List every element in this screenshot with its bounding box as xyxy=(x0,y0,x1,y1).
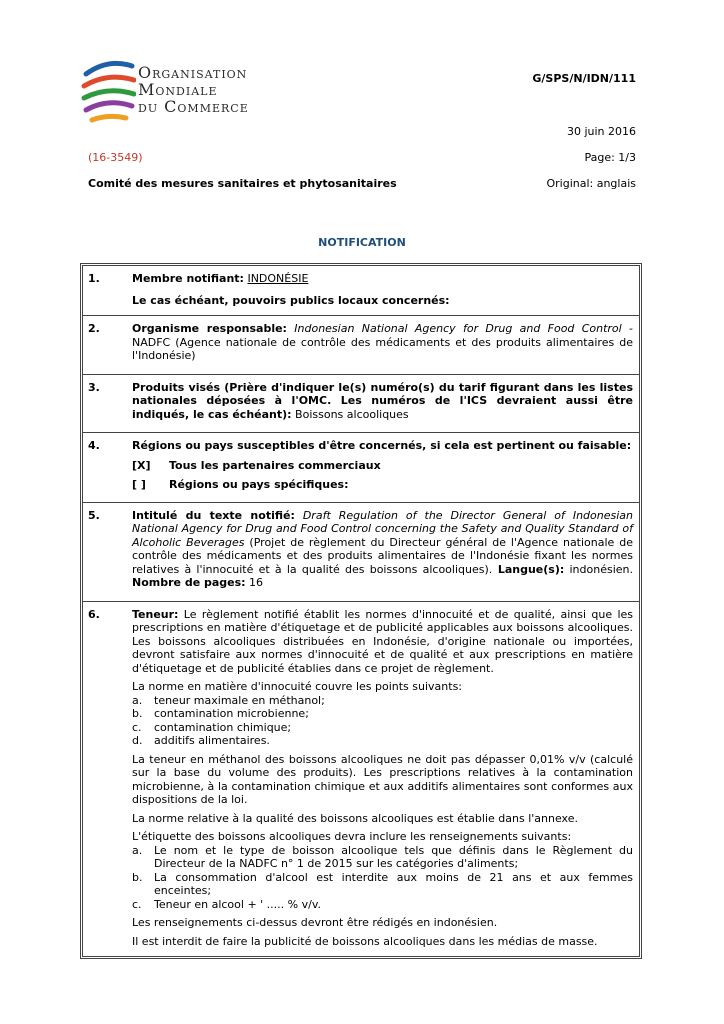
agency-name: Indonesian National Agency for Drug and Food Control xyxy=(294,322,622,335)
option-all-partners xyxy=(132,459,633,473)
content-paragraph-1: Le règlement notifié établit les normes d'innocuité et de qualité, ainsi que les prescriptions en matière d'étiquetage et de publicité applicables aux boissons alcooliques. Les boissons alcooliques distribuées en Indonésie, d'origine nationale ou importées, devront satisfaire aux normes d'innocuité et de qualité et aux prescriptions en matière d'étiquetage et de publicité établies dans ce projet de règlement. xyxy=(132,607,633,675)
content-paragraph-5: L'étiquette des boissons alcooliques devra inclure les renseignements suivants: xyxy=(132,830,572,843)
title-french: (Projet de règlement du Directeur général de l'Agence nationale de contrôle des médicaments et des produits alimentaires de l'Indonésie fixant les normes relatives à l'innocuité et à la qualité des boissons alcooliques). xyxy=(132,535,633,576)
committee-name: Comité des mesures sanitaires et phytosanitaires xyxy=(88,177,397,190)
member-value: INDONÉSIE xyxy=(247,272,309,285)
pages-label: Nombre de pages: xyxy=(132,576,246,589)
document-date: 30 juin 2016 xyxy=(566,125,636,138)
document-symbol: G/SPS/N/IDN/111 xyxy=(532,72,636,85)
language-value: indonésien. xyxy=(564,562,633,576)
title-english: Draft Regulation of the Director General of Indonesian National Agency for Drug and Food Control concerning the Safety and Quality Standard of Alcoholic Beverages xyxy=(132,508,633,549)
language-label: Langue(s): xyxy=(492,562,565,576)
products-value: Boissons alcooliques xyxy=(291,407,409,421)
list-item: d. additifs alimentaires. xyxy=(132,734,270,747)
list-item: b. La consommation d'alcool est interdite aux moins de 21 ans et aux femmes enceintes; xyxy=(132,870,633,897)
agency-description: - NADFC (Agence nationale de contrôle des médicaments et des produits alimentaires de l'Indonésie) xyxy=(132,322,634,362)
item-number: 6. xyxy=(88,607,100,621)
list-item: c. contamination chimique; xyxy=(132,720,292,734)
wto-emblem-icon xyxy=(80,56,136,128)
content-paragraph-4: La norme relative à la qualité des boissons alcooliques est établie dans l'annexe. xyxy=(132,811,578,825)
table-row-2 xyxy=(83,316,639,375)
table-row-6 xyxy=(83,602,639,957)
org-line-2: Mondiale xyxy=(138,80,218,99)
list-item: b. contamination microbienne; xyxy=(132,707,309,720)
content-paragraph-7: Il est interdit de faire la publicité de boissons alcooliques dans les médias de masse. xyxy=(132,934,598,948)
checkbox-unchecked: [ ] xyxy=(132,478,146,491)
agency-label: Organisme responsable: xyxy=(132,322,287,335)
content-paragraph-6: Les renseignements ci-dessus devront être rédigés en indonésien. xyxy=(132,916,498,929)
notification-table xyxy=(80,263,642,959)
products-label: Produits visés (Prière d'indiquer le(s) numéro(s) du tarif figurant dans les listes nationales déposées à l'OMC. Les numéros de l'ICS devraient aussi être indiqués, le cas échéant): xyxy=(132,380,633,421)
org-line-3: du Commerce xyxy=(138,97,249,116)
item-number: 1. xyxy=(88,272,100,285)
list-item: a. teneur maximale en méthanol; xyxy=(132,693,325,707)
page-number: Page: 1/3 xyxy=(584,151,636,164)
document-reference: (16-3549) xyxy=(88,151,143,164)
option-specific-regions xyxy=(132,478,633,492)
notification-title: NOTIFICATION xyxy=(318,236,406,249)
content-paragraph-2: La norme en matière d'innocuité couvre les points suivants: xyxy=(132,680,463,693)
original-language: Original: anglais xyxy=(546,177,636,190)
org-line-1: Organisation xyxy=(138,63,248,82)
content-paragraph-3: La teneur en méthanol des boissons alcooliques ne doit pas dépasser 0,01% v/v (calculé sur la base du volume des produits). Les prescriptions relatives à la contamination microbienne, à la contamination chimique et aux additifs alimentaires sont conformes aux dispositions de la loi. xyxy=(132,752,633,806)
member-label: Membre notifiant: xyxy=(132,272,244,285)
item-number: 4. xyxy=(88,439,100,452)
list-item: c. Teneur en alcool + ' ..... % v/v. xyxy=(132,897,321,911)
item-number: 2. xyxy=(88,322,100,335)
option-label: Tous les partenaires commerciaux xyxy=(169,458,381,472)
organisation-name xyxy=(138,64,249,115)
table-row-3 xyxy=(83,375,639,434)
local-authorities-label: Le cas échéant, pouvoirs publics locaux concernés: xyxy=(132,293,450,307)
regions-label: Régions ou pays susceptibles d'être concernés, si cela est pertinent ou faisable: xyxy=(132,439,632,452)
table-row-1 xyxy=(83,266,639,316)
checkbox-checked: [X] xyxy=(132,458,151,472)
content-label: Teneur: xyxy=(132,607,179,621)
title-label: Intitulé du texte notifié: xyxy=(132,508,295,522)
pages-value: 16 xyxy=(245,576,264,589)
table-row-4 xyxy=(83,433,639,503)
list-item: a. Le nom et le type de boisson alcoolique tels que définis dans le Règlement du Directeur de la NADFC n° 1 de 2015 sur les catégories d'aliments; xyxy=(132,843,633,870)
item-number: 3. xyxy=(88,380,100,394)
option-label: Régions ou pays spécifiques: xyxy=(169,478,349,491)
table-row-5 xyxy=(83,503,639,602)
label-list xyxy=(132,844,633,912)
safety-list xyxy=(132,694,633,748)
item-number: 5. xyxy=(88,508,100,522)
